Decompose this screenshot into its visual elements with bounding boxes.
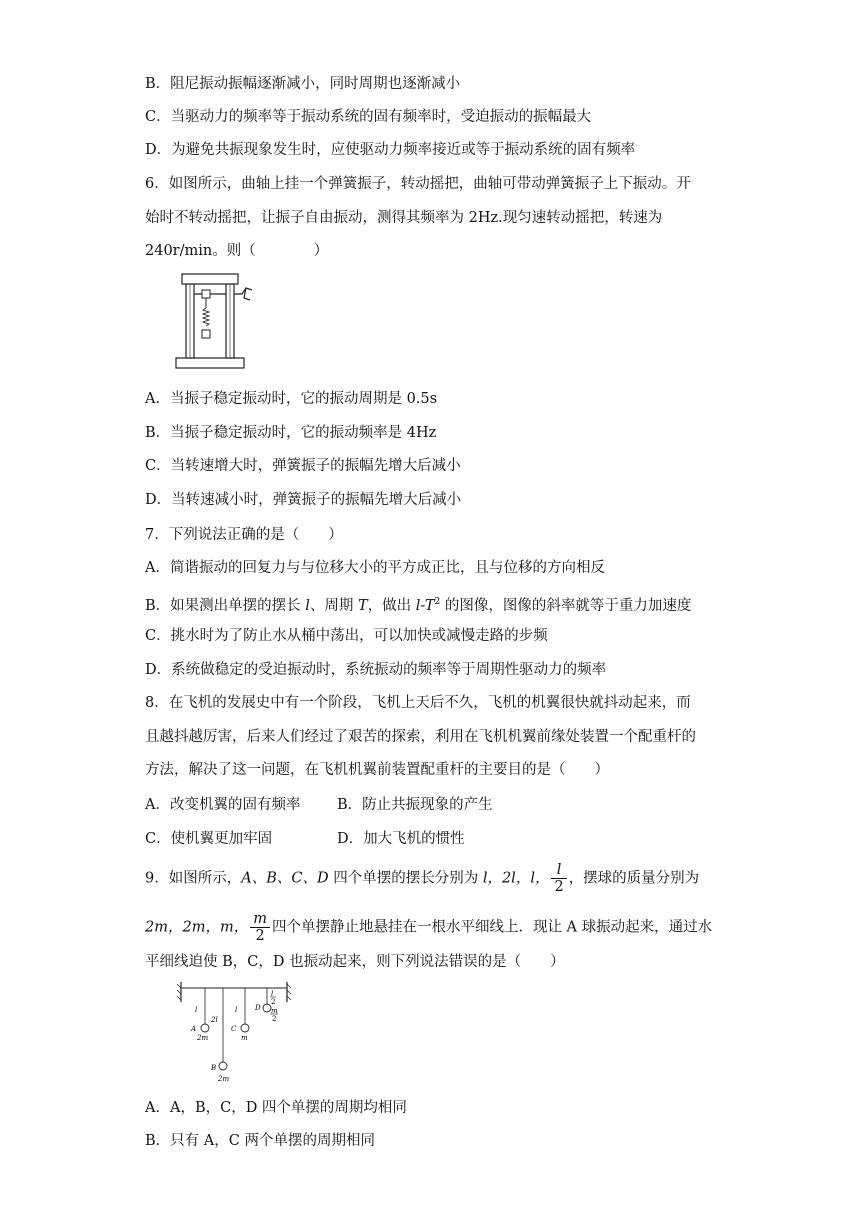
option-line: B．当振子稳定振动时，它的振动频率是 4Hz [145, 425, 437, 441]
question-9-line: 9．如图所示，A、B、C、D 四个单摆的摆长分别为 l，2l，l， $\frac{l}{2}$ ，摆球的质量分别为 [145, 862, 700, 895]
question-8-line: 且越抖越厉害，后来人们经过了艰苦的探索，利用在飞机机翼前缘处装置一个配重杆的 [145, 729, 696, 745]
label: l [271, 990, 274, 998]
label: 2 [271, 998, 276, 1006]
option-line: C．使机翼更加牢固 [145, 831, 273, 847]
label: C [231, 1025, 237, 1033]
text-line: B．阻尼振动振幅逐渐减小，同时周期也逐渐减小 [145, 76, 461, 92]
label: 2l [211, 1016, 218, 1024]
option-line: A．改变机翼的固有频率 [145, 797, 301, 813]
fraction: $\frac{l}{2}$ [551, 862, 566, 895]
option-line: B．只有 A，C 两个单摆的周期相同 [145, 1133, 375, 1149]
question-6-line: 6．如图所示，曲轴上挂一个弹簧振子，转动摇把，曲轴可带动弹簧振子上下振动。开 [145, 176, 691, 192]
question-9-line: 平细线迫使 B，C，D 也振动起来，则下列说法错误的是（ ） [145, 954, 565, 970]
question-6-line: 240r/min。则（ ） [145, 243, 329, 259]
option-line: D．加大飞机的惯性 [337, 831, 465, 847]
option-line: B．如果测出单摆的摆长 l、周期 T，做出 $l-T^2$ 的图像，图像的斜率就等于重力加速度 [145, 597, 692, 614]
option-line: B．防止共振现象的产生 [337, 797, 493, 813]
crank-spring-figure [172, 268, 262, 378]
option-line: D．当转速减小时，弹簧振子的振幅先增大后减小 [145, 492, 462, 508]
question-6-line: 始时不转动摇把，让振子自由振动，测得其频率为 2Hz.现匀速转动摇把，转速为 [145, 210, 663, 226]
option-line: A．当振子稳定振动时，它的振动周期是 0.5s [145, 391, 438, 407]
label: l [195, 1006, 198, 1014]
question-7-line: 7．下列说法正确的是（ ） [145, 527, 343, 543]
label: 2 [272, 1015, 277, 1023]
option-line: D．系统做稳定的受迫振动时，系统振动的频率等于周期性驱动力的频率 [145, 662, 607, 678]
question-9-line: 2m，2m，m， $\frac{m}{2}$ 四个单摆静止地悬挂在一根水平细线上．现让 A 球振动起来，通过水 [145, 911, 713, 944]
label: B [211, 1064, 217, 1072]
question-8-line: 8．在飞机的发展史中有一个阶段，飞机上天后不久，飞机的机翼很快就抖动起来，而 [145, 695, 691, 711]
question-8-line: 方法，解决了这一问题，在飞机机翼前装置配重杆的主要目的是（ ） [145, 762, 609, 778]
option-line: A．简谐振动的回复力与与位移大小的平方成正比，且与位移的方向相反 [145, 560, 605, 576]
label: m [271, 1007, 278, 1015]
option-line: A．A，B，C，D 四个单摆的周期均相同 [145, 1100, 407, 1116]
label: 2m [218, 1075, 230, 1083]
label: D [255, 1004, 261, 1012]
text-line: C．当驱动力的频率等于振动系统的固有频率时，受迫振动的振幅最大 [145, 109, 592, 125]
option-line: C．挑水时为了防止水从桶中荡出，可以加快或减慢走路的步频 [145, 628, 548, 644]
label: A [191, 1025, 197, 1033]
text-line: D．为避免共振现象发生时，应使驱动力频率接近或等于振动系统的固有频率 [145, 142, 636, 158]
label: l [235, 1006, 238, 1014]
label: m [241, 1034, 248, 1042]
pendulums-figure [175, 982, 295, 1088]
label: 2m [197, 1034, 209, 1042]
option-line: C．当转速增大时，弹簧振子的振幅先增大后减小 [145, 458, 461, 474]
fraction: $\frac{m}{2}$ [250, 911, 270, 944]
